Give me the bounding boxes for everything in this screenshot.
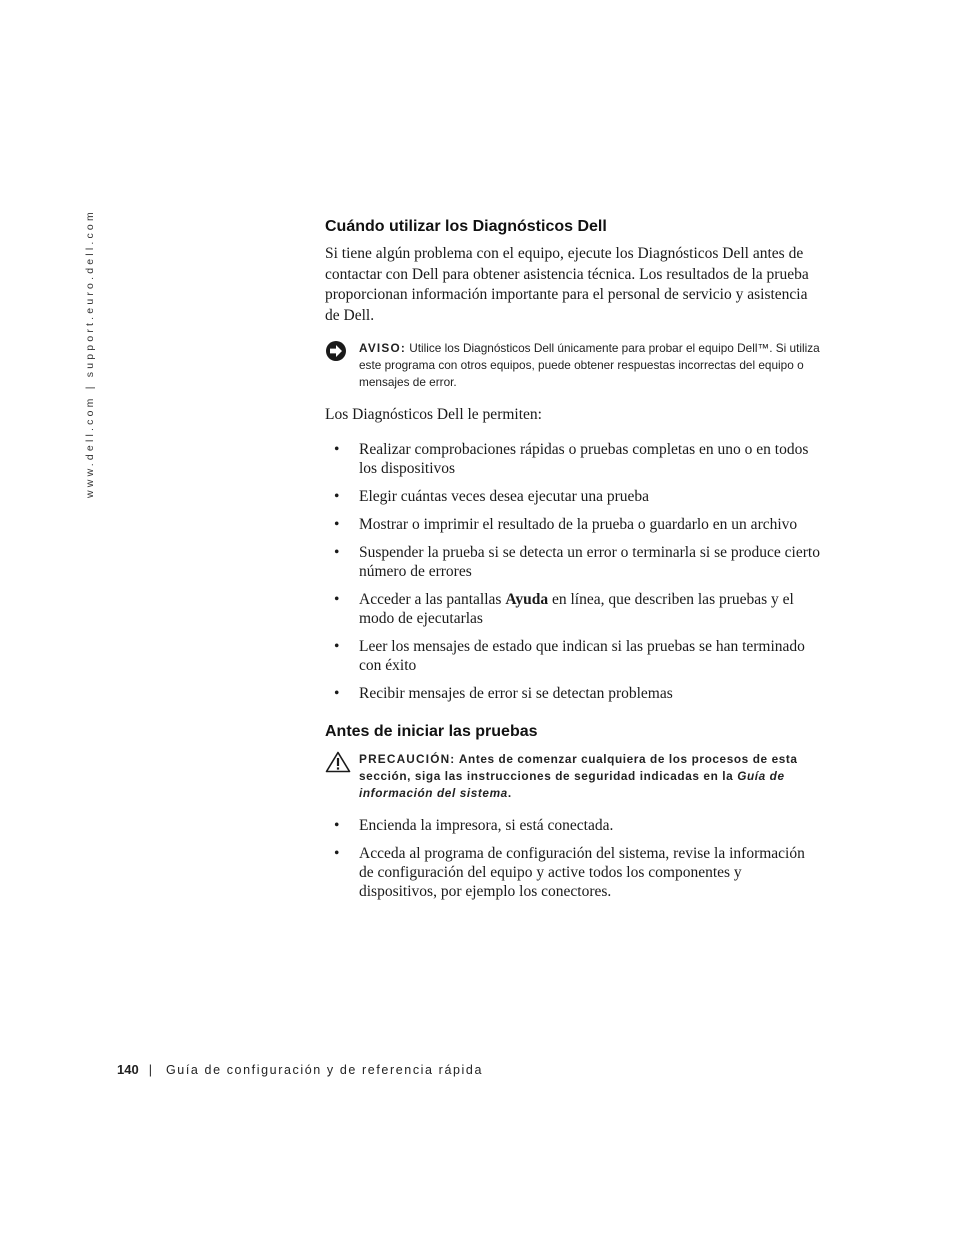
notice-arrow-icon — [325, 340, 359, 391]
caution-triangle-icon — [325, 751, 359, 802]
caution-guide-title: Guía de información del sistema — [359, 768, 785, 800]
feature-list — [325, 440, 820, 703]
footer-separator: | — [148, 1063, 152, 1077]
list-item: • Acceda al programa de configuración del sistema, revise la información de configuración del equipo y active todos los componentes y dispositivos, por ejemplo los conectores. — [334, 844, 805, 900]
footer-title: Guía de configuración y de referencia rápida — [165, 1063, 484, 1077]
list-item: • Suspender la prueba si se detecta un error o terminarla si se produce cierto número de errores — [334, 543, 820, 580]
list-item: • Realizar comprobaciones rápidas o pruebas completas en uno o en todos los dispositivos — [334, 440, 809, 477]
list-item: • Acceder a las pantallas Ayuda en línea, que describen las pruebas y el modo de ejecutarlas — [334, 590, 794, 627]
sidebar-url: www.dell.com | support.euro.dell.com — [84, 209, 96, 498]
list-item: • Leer los mensajes de estado que indican si las pruebas se han terminado con éxito — [334, 637, 805, 674]
section-heading-before: Antes de iniciar las pruebas — [325, 722, 538, 740]
notice-box — [325, 340, 820, 391]
notice-label: AVISO: — [359, 341, 406, 355]
page-footer — [117, 1062, 483, 1077]
section-heading-when: Cuándo utilizar los Diagnósticos Dell — [325, 218, 607, 235]
lead-paragraph: Los Diagnósticos Dell le permiten: — [325, 406, 542, 423]
intro-paragraph: Si tiene algún problema con el equipo, ejecute los Diagnósticos Dell antes de contactar con Dell para obtener asistencia técnica. Los resultados de la prueba proporcionan información importante para el personal de servicio y asistencia de Dell. — [325, 245, 809, 324]
prep-list — [325, 816, 820, 901]
caution-text: PRECAUCIÓN: Antes de comenzar cualquiera de los procesos de esta sección, siga las instrucciones de seguridad indicadas en la Guía de información del sistema. — [359, 751, 798, 800]
help-term: Ayuda — [505, 590, 549, 608]
list-item: • Elegir cuántas veces desea ejecutar una prueba — [334, 487, 650, 505]
caution-label: PRECAUCIÓN: — [359, 751, 456, 766]
caution-box — [325, 751, 820, 802]
list-item: • Mostrar o imprimir el resultado de la prueba o guardarlo en un archivo — [334, 515, 798, 533]
list-item: • Recibir mensajes de error si se detectan problemas — [334, 684, 673, 702]
notice-body: Utilice los Diagnósticos Dell únicamente para probar el equipo Dell™. Si utiliza este programa con otros equipos, puede obtener respuestas incorrectas del equipo o mensajes de error. — [359, 341, 820, 389]
list-item: • Encienda la impresora, si está conectada. — [334, 816, 614, 834]
page-number: 140 — [117, 1062, 139, 1077]
caution-body: Antes de comenzar cualquiera de los procesos de esta sección, siga las instrucciones de seguridad indicadas en la — [359, 751, 798, 783]
main-content — [325, 218, 820, 910]
notice-text — [359, 340, 820, 391]
